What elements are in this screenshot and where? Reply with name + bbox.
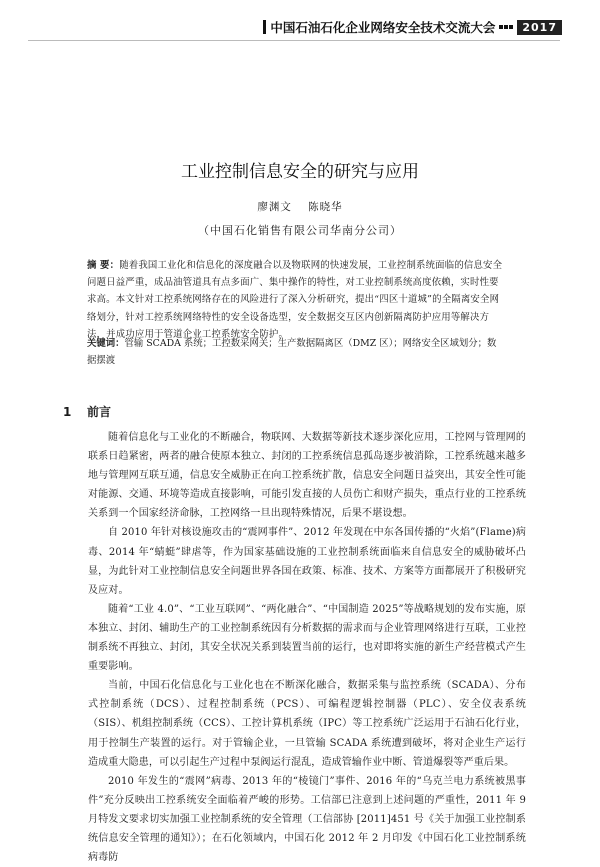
- abstract-label: 摘 要：: [87, 260, 120, 271]
- paper-authors: 廖渊文 陈晓华: [257, 201, 343, 213]
- section-title: 前言: [87, 405, 112, 419]
- paragraph: 自 2010 年针对核设施攻击的“震网事件”、2012 年发现在中东各国传播的“火焰”(Flame)病毒、2014 年“蜻蜓”肆虐等，作为国家基础设施的工业控制系统面临来自信息安全的威胁破坏凸显，为此针对工业控制信息安全问题世界各国在政策、标准、技术、方案等方面都展开了积极研究及应对。: [88, 527, 526, 596]
- header-bar-mark: [263, 20, 266, 34]
- running-header: [262, 17, 562, 37]
- conference-year: 2017: [517, 20, 562, 35]
- abstract-text: 随着我国工业化和信息化的深度融合以及物联网的快速发展，工业控制系统面临的信息安全问题日益严重，成品油管道具有点多面广、集中操作的特性，对工业控制系统高度依赖，实时性要求高。本文针对工控系统网络存在的风险进行了深入分析研究，提出“四区十道城”的全隔离安全网络划分，针对工控系统网络特性的安全设备选型，安全数据交互区内创新隔离防护应用等解决方法，并成功应用于管道企业工控系统安全防护。: [87, 260, 503, 340]
- keywords: [87, 335, 505, 369]
- conference-name: 中国石油石化企业网络安全技术交流大会: [270, 20, 496, 35]
- paper-affiliation: （中国石化销售有限公司华南分公司）: [198, 224, 402, 237]
- section-heading: [63, 403, 111, 420]
- keywords-label: 关键词：: [87, 338, 125, 349]
- body-text: [88, 428, 526, 867]
- paragraph: 当前，中国石化信息化与工业化也在不断深化融合，数据采集与监控系统（SCADA）、分布式控制系统（DCS）、过程控制系统（PCS）、可编程逻辑控制器（PLC）、安全仪表系统（SIS）、机组控制系统（CCS）、工控计算机系统（IPC）等工控系统广泛运用于石油石化行业，用于控制生产装置的运行。对于管输企业，一旦管输 SCADA 系统遭到破坏，将对企业生产运行造成重大隐患，可以引起生产过程中泵阀运行混乱，造成管输作业中断、管道爆裂等严重后果。: [88, 680, 526, 768]
- paper-title: 工业控制信息安全的研究与应用: [181, 162, 419, 182]
- section-number: 1: [63, 405, 72, 419]
- header-square-icon: [499, 25, 513, 29]
- paragraph: 随着“工业 4.0”、“工业互联网”、“两化融合”、“中国制造 2025”等战略规划的发布实施，原本独立、封闭、辅助生产的工业控制系统因有分析数据的需求而与企业管理网络进行互联，工业控制系统不再独立、封闭，其安全状况关系到装置当前的运行，也对即将实施的新生产经营模式产生重要影响。: [88, 603, 526, 673]
- header-rule: [28, 40, 560, 41]
- paragraph: 2010 年发生的“震网”病毒、2013 年的“棱镜门”事件、2016 年的“乌克兰电力系统被黑事件”充分反映出工控系统安全面临着严峻的形势。工信部已注意到上述问题的严重性，2011 年 9 月特发文要求切实加强工业控制系统的安全管理（工信部协 [2011]451 号《关于加强工业控制系统信息安全管理的通知》）；在石化领域内，中国石化 2012 年 2 月印发《中国石化工业控制系统病毒防: [88, 775, 526, 864]
- keywords-text: 管输 SCADA 系统；工控数采网关；生产数据隔离区（DMZ 区）；网络安全区域划分；数据摆渡: [87, 338, 497, 367]
- paragraph: 随着信息化与工业化的不断融合，物联网、大数据等新技术逐步深化应用，工控网与管理网的联系日趋紧密，两者的融合使原本独立、封闭的工控系统信息孤岛逐步被消除，工控系统越来越多地与管理网互联互通，信息安全威胁正在向工控系统扩散，信息安全问题日益突出，其安全性可能对能源、交通、环境等造成直接影响，可能引发直接的人员伤亡和财产损失，重点行业的工控系统关系到一个国家经济命脉，工控网络一旦出现特殊情况，后果不堪设想。: [88, 432, 526, 520]
- abstract: [87, 257, 505, 343]
